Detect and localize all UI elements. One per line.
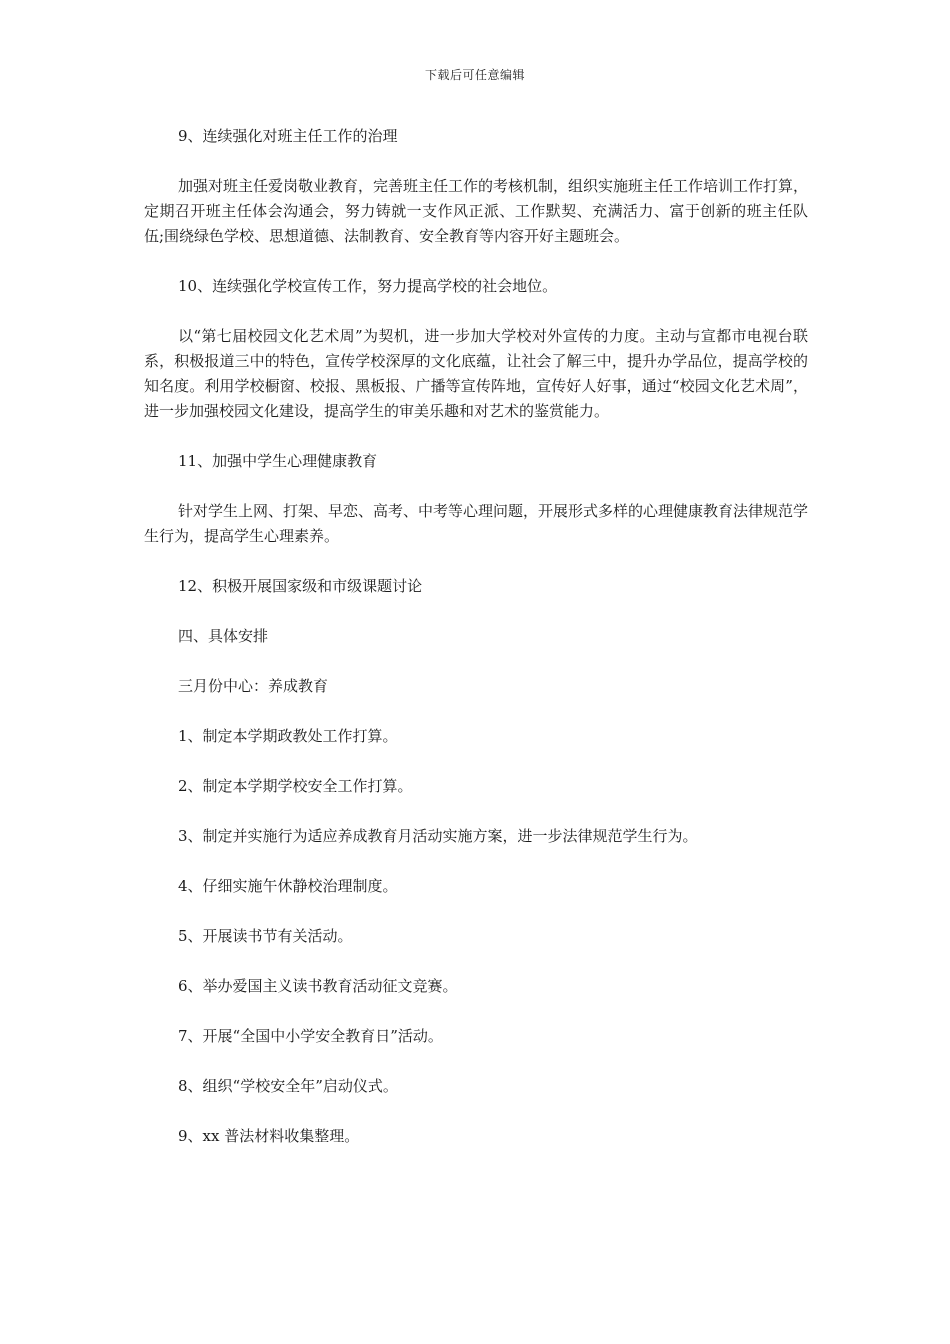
list-item: 7、开展“全国中小学安全教育日”活动。 (178, 1027, 443, 1045)
section-heading-9: 9、连续强化对班主任工作的治理 (178, 127, 398, 145)
list-item: 3、制定并实施行为适应养成教育月活动实施方案，进一步法律规范学生行为。 (178, 827, 698, 845)
list-item: 1、制定本学期政教处工作打算。 (178, 727, 398, 745)
list-item: 5、开展读书节有关活动。 (178, 927, 353, 945)
list-item: 8、组织“学校安全年”启动仪式。 (178, 1077, 398, 1095)
month-focus-march: 三月份中心：养成教育 (178, 677, 329, 695)
page-header-note: 下载后可任意编辑 (424, 68, 525, 82)
section-heading-schedule: 四、具体安排 (178, 627, 269, 645)
section-heading-10: 10、连续强化学校宣传工作，努力提高学校的社会地位。 (178, 277, 558, 295)
paragraph-mental-health: 针对学生上网、打架、早恋、高考、中考等心理问题，开展形式多样的心理健康教育法律规范学生行为，提高学生心理素养。 (144, 502, 809, 545)
list-item: 9、xx 普法材料收集整理。 (178, 1127, 360, 1145)
list-item: 4、仔细实施午休静校治理制度。 (178, 877, 398, 895)
section-heading-12: 12、积极开展国家级和市级课题讨论 (178, 577, 423, 595)
paragraph-head-teacher-management: 加强对班主任爱岗敬业教育，完善班主任工作的考核机制，组织实施班主任工作培训工作打算，定期召开班主任体会沟通会，努力铸就一支作风正派、工作默契、充满活力、富于创新的班主任队伍;围绕绿色学校、思想道德、法制教育、安全教育等内容开好主题班会。 (144, 177, 809, 245)
list-item: 2、制定本学期学校安全工作打算。 (178, 777, 413, 795)
section-heading-11: 11、加强中学生心理健康教育 (178, 452, 378, 470)
paragraph-school-publicity: 以“第七届校园文化艺术周”为契机，进一步加大学校对外宣传的力度。主动与宣都市电视台联系，积极报道三中的特色，宣传学校深厚的文化底蕴，让社会了解三中，提升办学品位，提高学校的知名度。利用学校橱窗、校报、黑板报、广播等宣传阵地，宣传好人好事，通过“校园文化艺术周”，进一步加强校园文化建设，提高学生的审美乐趣和对艺术的鉴赏能力。 (144, 327, 808, 420)
list-item: 6、举办爱国主义读书教育活动征文竞赛。 (178, 977, 458, 995)
document-body (144, 124, 808, 1174)
